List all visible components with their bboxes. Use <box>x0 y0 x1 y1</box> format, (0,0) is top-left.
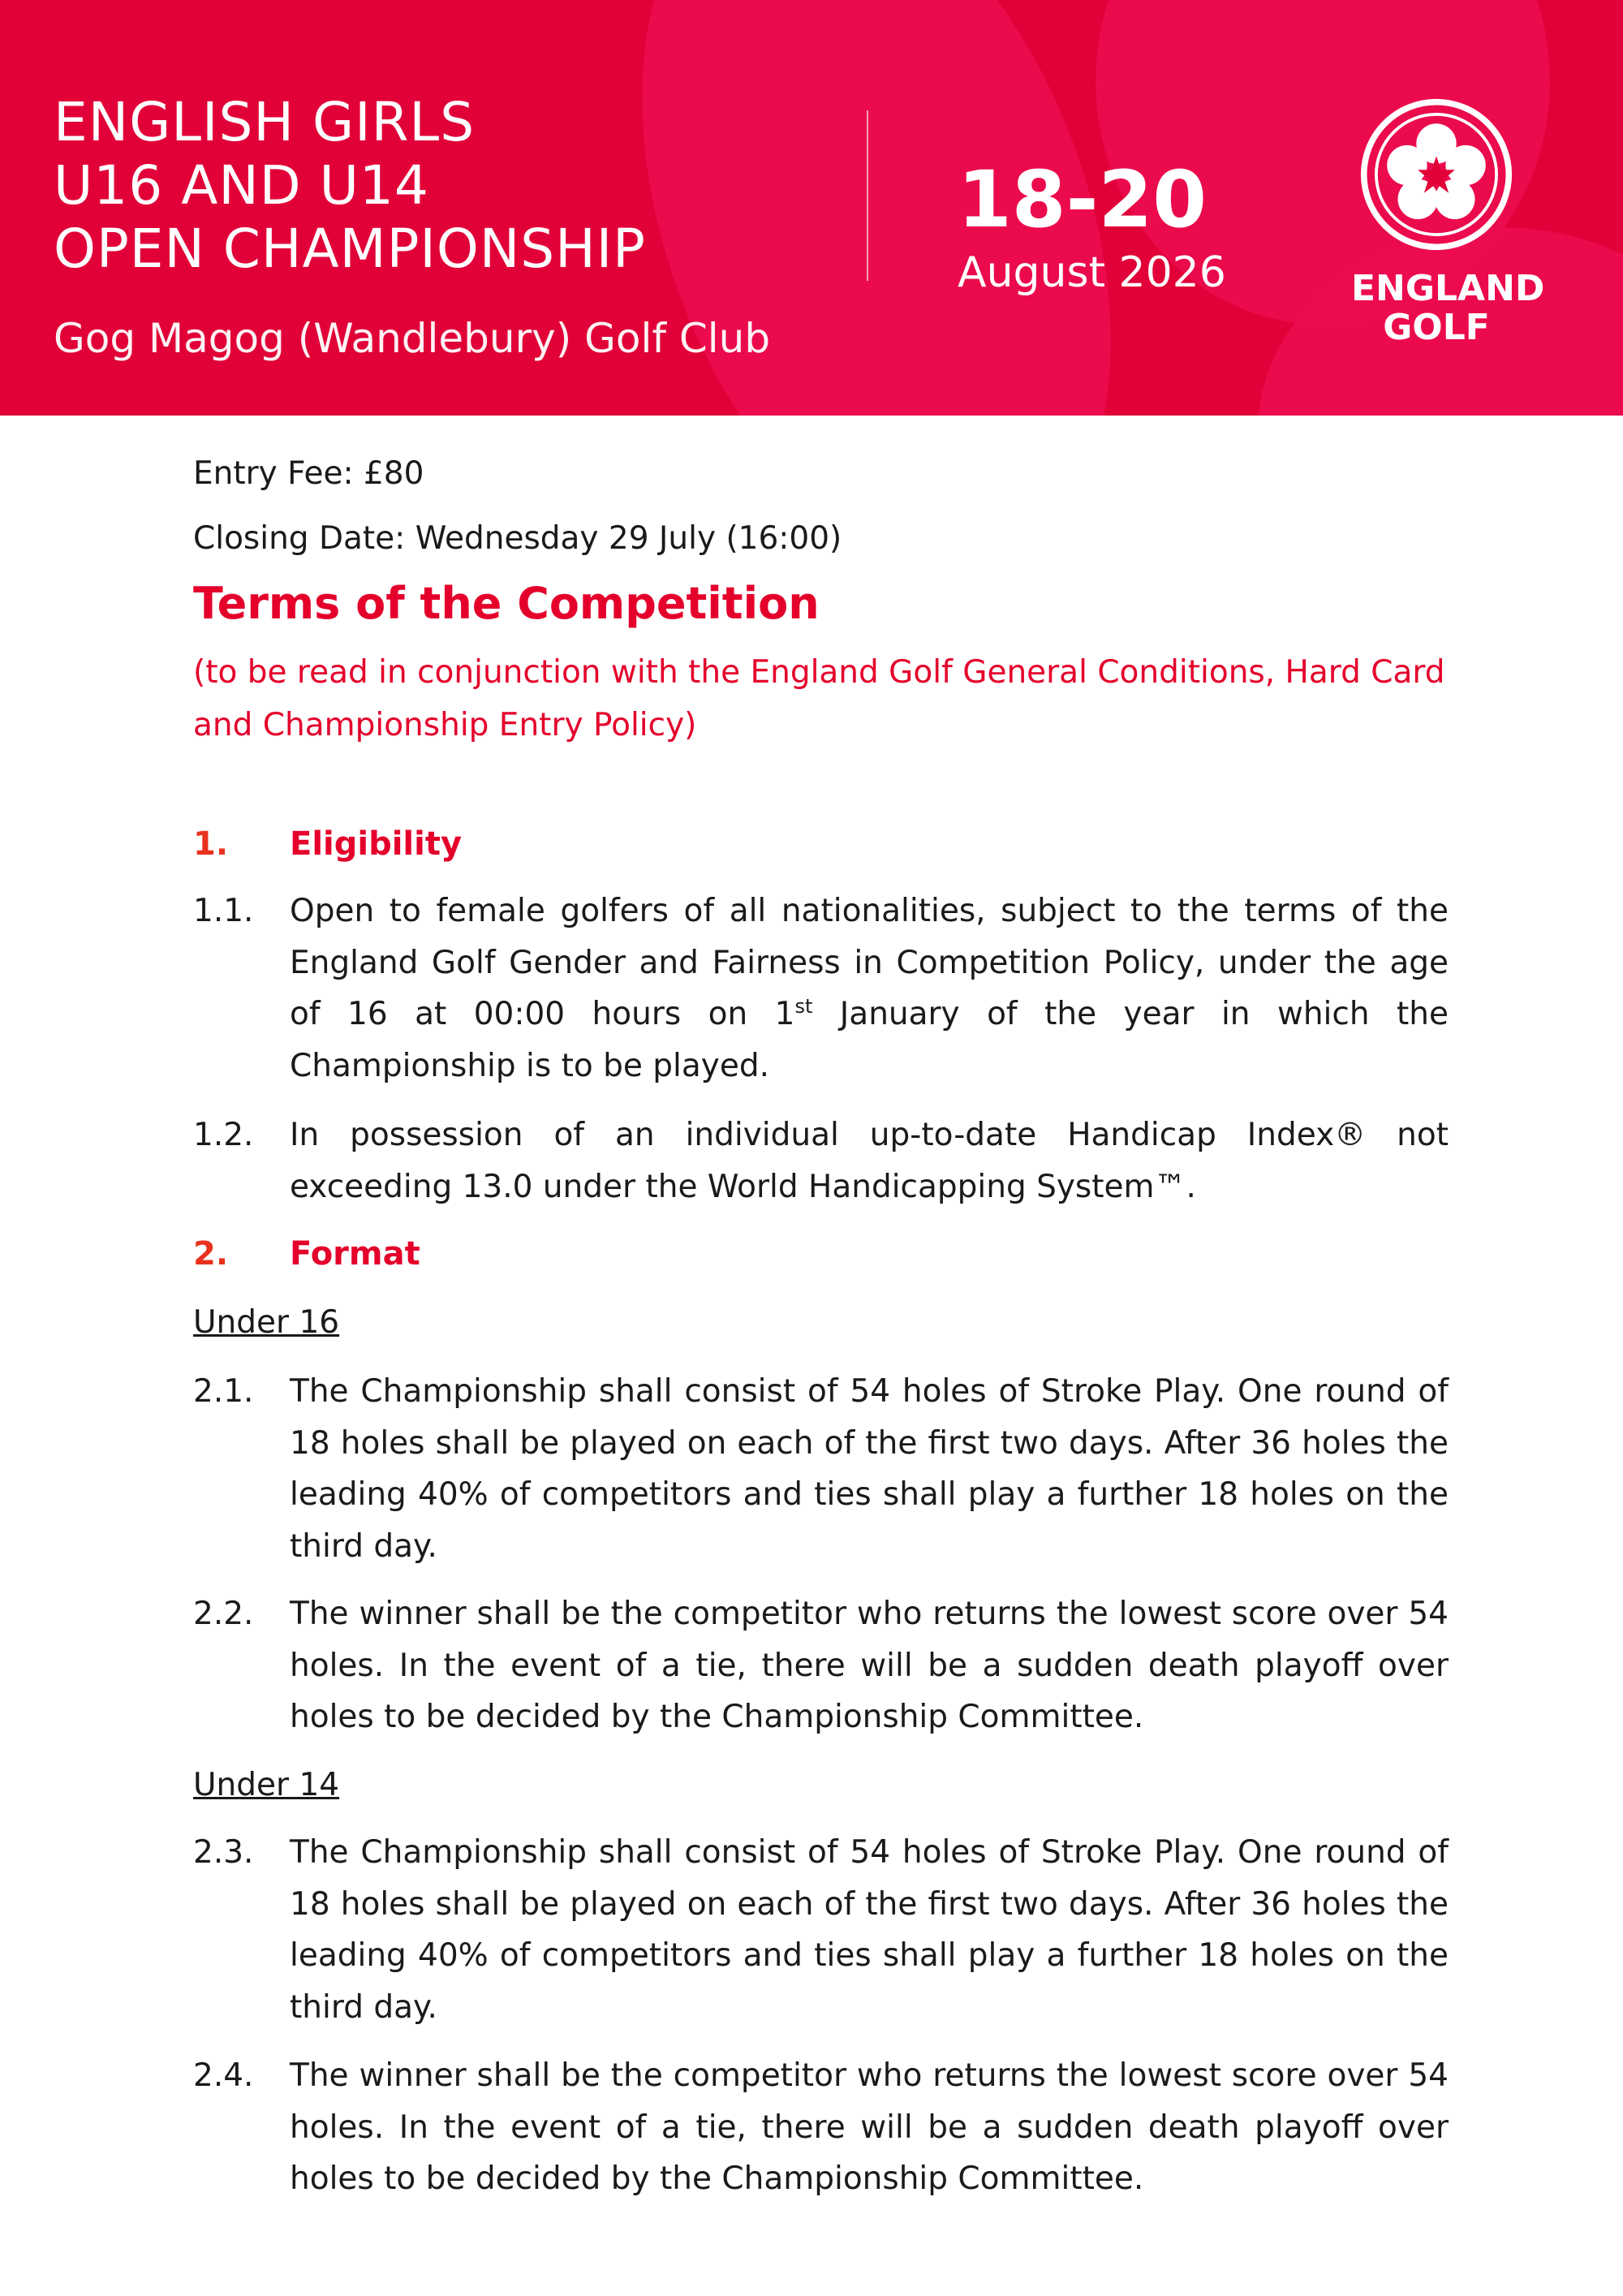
closing-date: Closing Date: Wednesday 29 July (16:00) <box>193 520 842 557</box>
clause-2-4 <box>193 2050 1449 2205</box>
section-title: Format <box>290 1235 420 1273</box>
england-golf-logo <box>1351 97 1545 348</box>
logo-text: ENGLAND <box>1351 268 1545 309</box>
section-number: 2. <box>193 1235 229 1273</box>
entry-fee: Entry Fee: £80 <box>193 455 424 492</box>
section-heading-eligibility <box>193 818 462 870</box>
clause-number: 2.2. <box>193 1596 254 1632</box>
clause-number: 1.2. <box>193 1117 254 1153</box>
clause-number: 2.1. <box>193 1373 254 1410</box>
title-line: ENGLISH GIRLS <box>54 91 476 153</box>
clause-number: 1.1. <box>193 893 254 929</box>
clause-text <box>290 885 1449 1092</box>
subheading-under-14: Under 14 <box>193 1767 340 1803</box>
terms-subtitle: (to be read in conjunction with the England Golf General Conditions, Hard Card and Championship Entry Policy) <box>193 654 1445 743</box>
title-line: U16 AND U14 <box>54 154 429 217</box>
title-line: OPEN CHAMPIONSHIP <box>54 218 646 280</box>
event-dates: 18-20 <box>958 154 1208 245</box>
subheading-under-16: Under 16 <box>193 1304 340 1341</box>
clause-1-2 <box>193 1109 1449 1213</box>
clause-1-1 <box>193 885 1449 1092</box>
section-heading-format <box>193 1228 420 1280</box>
championship-title <box>54 91 646 281</box>
venue: Gog Magog (Wandlebury) Golf Club <box>54 315 771 362</box>
section-number: 1. <box>193 825 229 863</box>
clause-text: The winner shall be the competitor who returns the lowest score over 54 holes. In the event of a tie, there will be a sudden death playoff over holes to be decided by the Championship Committee. <box>290 1596 1449 1735</box>
clause-text: The winner shall be the competitor who returns the lowest score over 54 holes. In the event of a tie, there will be a sudden death playoff over holes to be decided by the Championship Committee. <box>290 2057 1449 2197</box>
clause-2-2 <box>193 1588 1449 1743</box>
clause-2-3 <box>193 1827 1449 2033</box>
clause-text: In possession of an individual up-to-date Handicap Index® not exceeding 13.0 under the World Handicapping System™. <box>290 1117 1449 1205</box>
terms-title: Terms of the Competition <box>193 578 820 629</box>
clause-text-part: Open to female golfers of all nationalities, subject to the terms of the England Golf Gender and Fairness in Competition Policy, under the age of 16 at 00:00 hours on 1 <box>290 893 1449 1032</box>
clause-text-part: January of the year in which the Championship is to be played. <box>290 996 1449 1084</box>
clause-text: The Championship shall consist of 54 holes of Stroke Play. One round of 18 holes shall be played on each of the first two days. After 36 holes the leading 40% of competitors and ties shall play a further 18 holes on the third day. <box>290 1373 1449 1565</box>
divider <box>867 110 868 281</box>
superscript: st <box>794 995 813 1018</box>
header-banner <box>0 0 1623 416</box>
logo-text: GOLF <box>1383 307 1490 348</box>
clause-2-1 <box>193 1366 1449 1572</box>
clause-text: The Championship shall consist of 54 holes of Stroke Play. One round of 18 holes shall be played on each of the first two days. After 36 holes the leading 40% of competitors and ties shall play a further 18 holes on the third day. <box>290 1834 1449 2026</box>
event-month-year: August 2026 <box>958 248 1226 297</box>
section-title: Eligibility <box>290 825 463 863</box>
clause-number: 2.4. <box>193 2057 254 2094</box>
rose-emblem-icon <box>1359 97 1513 252</box>
clause-number: 2.3. <box>193 1834 254 1871</box>
